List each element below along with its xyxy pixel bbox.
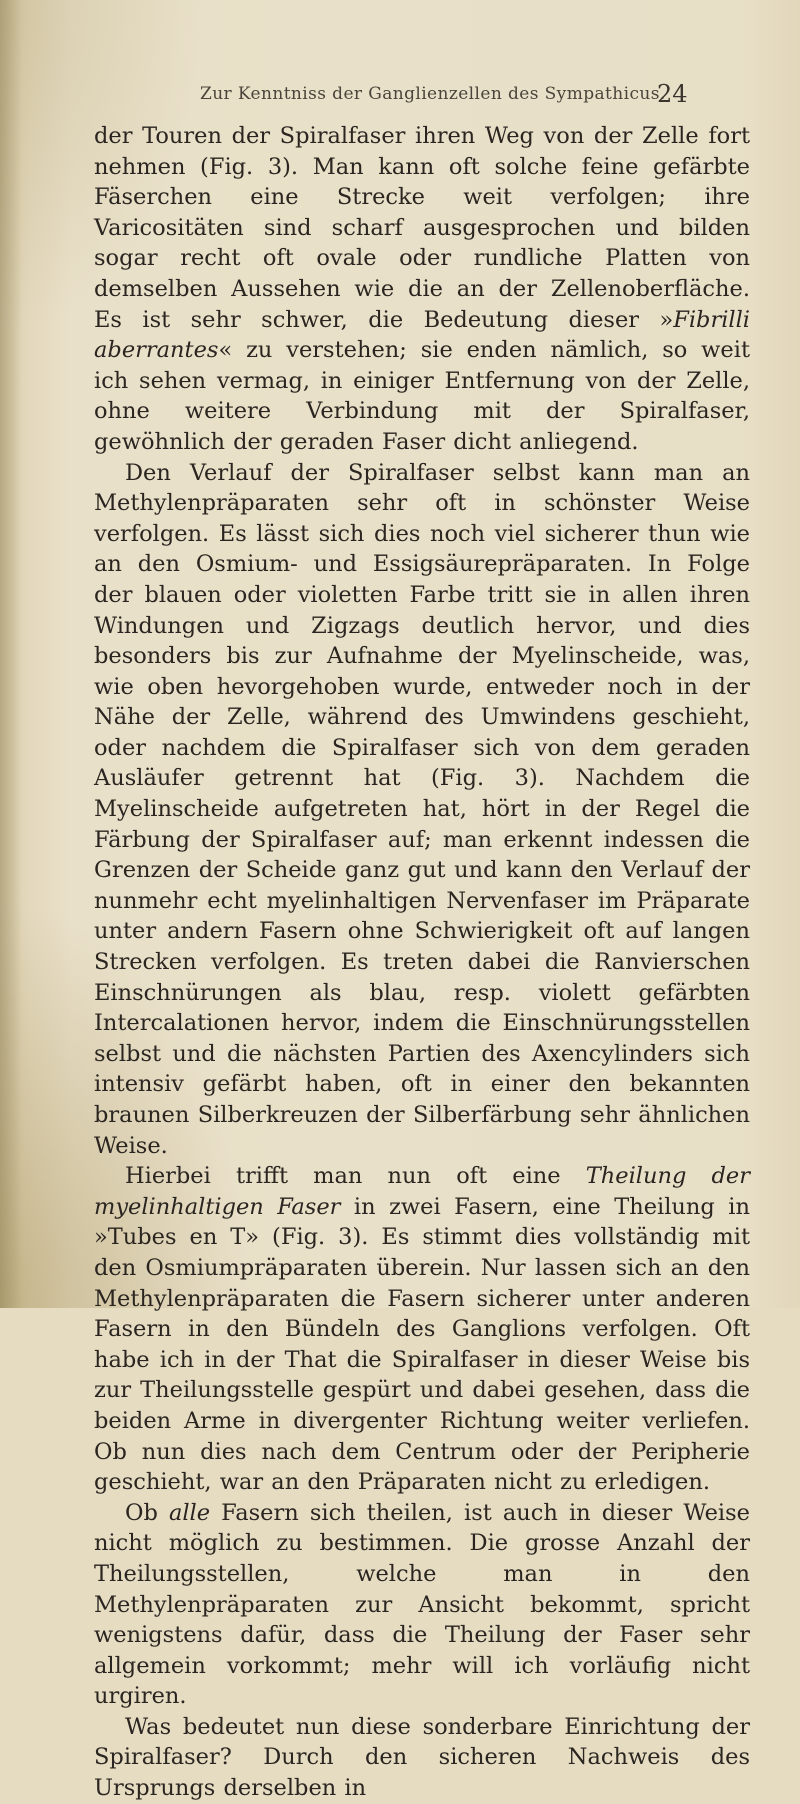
text-run: Fasern sich theilen, ist auch in dieser Weise nicht möglich zu bestimmen. Die grosse Anzahl der Theilungsstellen, welche man in den Methylenpräparaten zur Ansicht bekommt, spricht wenigstens dafür, dass die Theilung der Faser sehr allgemein vorkommt; mehr will ich vorläufig nicht urgiren. xyxy=(94,1499,750,1710)
paragraph xyxy=(94,121,750,458)
paragraph xyxy=(94,1498,750,1712)
text-run: der Touren der Spiralfaser ihren Weg von der Zelle fort nehmen (Fig. 3). Man kann oft solche feine gefärbte Fäserchen eine Strecke weit verfolgen; ihre Varicositäten sind scharf ausgesprochen und bilden sogar recht oft ovale oder rundliche Platten von demselben Aussehen wie die an der Zellenoberfläche. Es ist sehr schwer, die Bedeutung dieser » xyxy=(94,123,750,333)
body-text xyxy=(94,121,750,1804)
text-run: « zu verstehen; sie enden nämlich, so weit ich sehen vermag, in einiger Entfernung von der Zelle, ohne weitere Verbindung mit der Spiralfaser, gewöhnlich der geraden Faser dicht anliegend. xyxy=(94,337,750,455)
page-binding-shadow xyxy=(0,0,22,1308)
text-run: Hierbei trifft man nun oft eine xyxy=(125,1163,586,1190)
paragraph xyxy=(94,1712,750,1804)
text-run: Den Verlauf der Spiralfaser selbst kann man an Methylenpräparaten sehr oft in schönster Weise verfolgen. Es lässt sich dies noch viel sicherer thun wie an den Osmium- und Essigsäurepräparaten. In Folge der blauen oder violetten Farbe tritt sie in allen ihren Windungen und Zigzags deutlich hervor, und dies besonders bis zur Aufnahme der Myelinscheide, was, wie oben hevorgehoben wurde, entweder noch in der Nähe der Zelle, während des Umwindens geschieht, oder nachdem die Spiralfaser sich von dem geraden Ausläufer getrennt hat (Fig. 3). Nachdem die Myelinscheide aufgetreten hat, hört in der Regel die Färbung der Spiralfaser auf; man erkennt indessen die Grenzen der Scheide ganz gut und kann den Verlauf der nunmehr echt myelinhaltigen Nervenfaser im Präparate unter andern Fasern ohne Schwierigkeit oft auf langen Strecken verfolgen. Es treten dabei die Ranvierschen Einschnürungen als blau, resp. violett gefärbten Intercalationen hervor, indem die Einschnürungsstellen selbst und die nächsten Partien des Axencylinders sich intensiv gefärbt haben, oft in einer den bekannten braunen Silberkreuzen der Silberfärbung sehr ähnlichen Weise. xyxy=(94,459,750,1159)
paragraph xyxy=(94,1161,750,1498)
text-run: Ob xyxy=(125,1499,169,1526)
text-run: in zwei Fasern, eine Theilung in »Tubes en T» (Fig. 3). Es stimmt dies vollständig mit den Osmiumpräparaten überein. Nur lassen sich an den Methylenpräparaten die Fasern sicherer unter anderen Fasern in den Bündeln des Ganglions verfolgen. Oft habe ich in der That die Spiralfaser in dieser Weise bis zur Theilungsstelle gespürt und dabei gesehen, dass die beiden Arme in divergenter Richtung weiter verliefen. Ob nun dies nach dem Centrum oder der Peripherie geschieht, war an den Präparaten nicht zu erledigen. xyxy=(94,1193,750,1496)
italic-phrase: Theilung der myelinhaltigen Faser xyxy=(94,1163,750,1220)
header-title: Zur Kenntniss der Ganglienzellen des Sympathicus. xyxy=(200,84,666,104)
text-run: Was bedeutet nun diese sonderbare Einrichtung der Spiralfaser? Durch den sicheren Nachweis des Ursprungs derselben in xyxy=(94,1713,750,1802)
running-header xyxy=(70,80,800,114)
paragraph xyxy=(94,458,750,1162)
italic-phrase: Fibrilli aberrantes xyxy=(94,306,750,364)
italic-phrase: alle xyxy=(168,1499,211,1526)
page-number: 24 xyxy=(657,80,688,108)
